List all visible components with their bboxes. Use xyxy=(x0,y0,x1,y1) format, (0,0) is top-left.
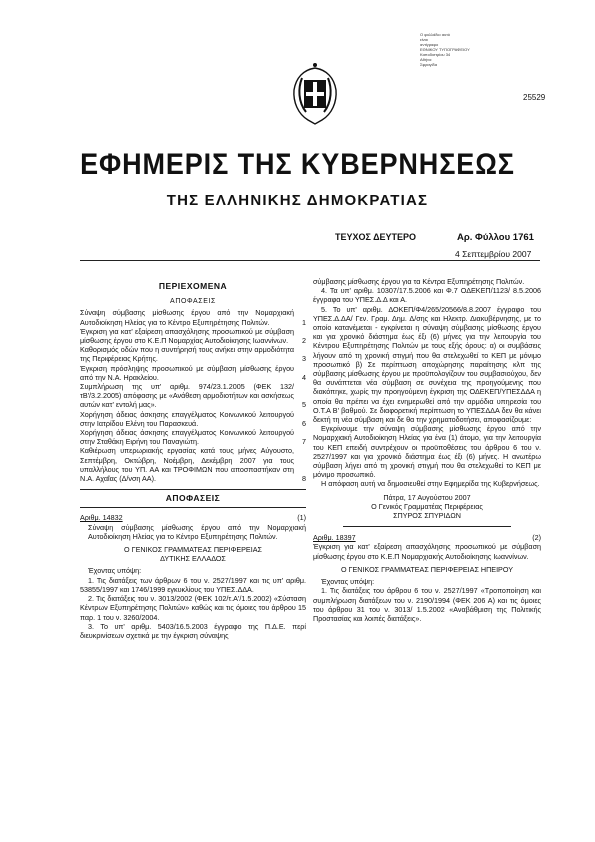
toc-item[interactable]: Σύναψη σύμβασης μίσθωσης έργου από την Νομαρχιακή Αυτοδιοίκηση Ηλείας για το Κέντρο Εξυπηρέτησης Πολιτών. 1 xyxy=(80,308,306,327)
decision-item: 1. Τις διατάξεις των άρθρων 6 του ν. 2527/1997 και τις υπ' αριθμ. 53855/1997 και 1746/1999 εγκυκλίους του ΥΠΕΣ.ΔΔΑ. xyxy=(80,575,306,594)
gazette-title: ΕΦΗΜΕΡΙΣ ΤΗΣ ΚΥΒΕΡΝΗΣΕΩΣ xyxy=(80,148,515,181)
decision-number: (1) xyxy=(297,513,306,523)
stamp-line: Σφραγίδα xyxy=(420,62,438,67)
issue-date: 4 Σεπτεμβρίου 2007 xyxy=(455,249,532,259)
decision-item: 1. Τις διατάξεις του άρθρου 6 του ν. 2527/1997 «Τροποποίηση και συμπλήρωση διατάξεων του ν. 2190/1994 (ΦΕΚ 206 Α) και τις όμοιες του άρθρου 31 του ν. 3013/ 1.5.2002 «Αναβάθμιση της Πολιτικής Προστασίας και λοιπές διατάξεις». xyxy=(313,586,541,623)
having-regard: Έχοντας υπόψη: xyxy=(321,577,375,587)
divider xyxy=(343,526,511,527)
toc-item[interactable]: Καθορισμός οδών που η συντήρησή τους ανήκει στην αρμοδιότητα της Περιφέρειας Κρήτης. 3 xyxy=(80,345,306,364)
stamp-line: Αθήνα xyxy=(420,57,432,62)
right-column xyxy=(313,277,541,623)
gazette-subtitle: ΤΗΣ ΕΛΛΗΝΙΚΗΣ ΔΗΜΟΚΡΑΤΙΑΣ xyxy=(166,192,429,209)
sheet-label: Αρ. Φύλλου xyxy=(457,232,513,243)
toc-item[interactable]: Έγκριση για κατ' εξαίρεση απασχόλησης προσωπικού με σύμβαση μίσθωσης έργου στο Κ.Ε.Π Νομαρχίας Αυτοδιοίκησης Ιωαννίνων. 2 xyxy=(80,326,306,346)
continuation-text: σύμβασης μίσθωσης έργου για τα Κέντρα Εξυπηρέτησης Πολιτών. xyxy=(313,277,525,286)
toc-item[interactable]: Συμπλήρωση της υπ' αριθμ. 974/23.1.2005 (ΦΕΚ 132/ τΒ'/3.2.2005) απόφασης με «Ανάθεση αρμοδιοτήτων και ασκήσεως αυτών κατ' εντολή μας». 5 xyxy=(80,382,306,410)
sheet-number-value: 1761 xyxy=(512,232,534,243)
signer-name: ΣΠΥΡΟΣ ΣΠΥΡΙΔΩΝ xyxy=(393,511,461,521)
decision-subject: Σύναψη σύμβασης μίσθωσης έργου από την Νομαρχιακή Αυτοδιοίκηση Ηλείας για το Κέντρο Εξυπηρέτησης Πολιτών. xyxy=(88,522,306,541)
signer-title: Ο Γενικός Γραμματέας Περιφέρειας xyxy=(371,501,483,511)
decision-header xyxy=(313,533,541,542)
decision-item: 2. Τις διατάξεις του ν. 3013/2002 (ΦΕΚ 102/τ.Α'/1.5.2002) «Σύσταση Κέντρων Εξυπηρέτησης Πολιτών» καθώς και τις όμοιες του άρθρου 15 παρ. 1 του ν. 3260/2004. xyxy=(80,594,306,622)
decision-item: 3. Το υπ' αριθμ. 5403/16.5.2003 έγγραφο της Π.Δ.Ε. περί διευκρινίσεων σχετικά με την έγκριση σύναψης xyxy=(80,621,306,640)
decision-ref: Αριθμ. 14832 xyxy=(80,513,123,523)
toc-item[interactable]: Χορήγηση άδειας άσκησης επαγγέλματος Κοινωνικού λειτουργού στην Ιατρίδου Ελένη του Παρασκευά. 6 xyxy=(80,409,306,428)
sheet-number xyxy=(457,232,534,243)
toc-item[interactable]: Έγκριση πρόσληψης προσωπικού με σύμβαση μίσθωσης έργου από την Ν.Α. Ηρακλείου. 4 xyxy=(80,363,306,382)
decision-ref: Αριθμ. 18397 xyxy=(313,533,356,543)
decision-item: 5. Το υπ' αριθμ. ΔΟΚΕΠ/Φ4/265/20566/8.8.2007 έγγραφο του ΥΠΕΣ.Δ.ΔΑ/ Γεν. Γραμ. Δημ. Δ/σης και Ηλεκτρ. Διακυβέρνησης, με το οποίο κατανέμεται - εγκρίνεται η σύναψη σύμβασης μίσθωσης έργου και για χρονικό διάστημα έως έξι (6) μήνες για την λειτουργία του Κέντρου Εξυπηρέτησης Πολιτών με τους εξής όρους: α) οι συμβάσεις λήγουν από τη χρονική στιγμή που θα στελεχωθεί το ΚΕΠ με μόνιμο προσωπικό β) Σε περίπτωση αποχώρησης παραίτησης κλπ της σύμβασης μίσθωσης έργου με προϋπολογίζουν του συμβασιούχου, δεν θα συνάπτεται νέα σύμβαση σε συνέχεια της προηγούμενης που διακόπηκε, χωρίς την προηγούμενη έγκριση της ΟΔΕΚΕΠ/ΥΠΕΣΔΔΑ η οποία θα πρέπει να έχει ενημερωθεί από την αρμόδια υπηρεσία του Ο.Τ.Α Β' βαθμού. Σε διαφορετική περίπτωση το ΥΠΕΣΔΔΑ δεν θα κάνει δεκτή τη νέα σύμβαση και δε θα την χρηματοδοτήσει, αποφασίζουμε: xyxy=(313,304,541,425)
section-title: ΑΠΟΦΑΣΕΙΣ xyxy=(165,493,221,504)
decision-item: 4. Τα υπ' αριθμ. 10307/17.5.2006 και Φ.7 ΟΔΕΚΕΠ/1123/ 8.5.2006 έγγραφα του ΥΠΕΣ.Δ.Δ και Α. xyxy=(313,286,541,305)
publication-text: Η απόφαση αυτή να δημοσιευθεί στην Εφημερίδα της Κυβερνήσεως. xyxy=(321,479,540,489)
stamp-line: Ο φυλλάδιο αυτό xyxy=(420,32,451,37)
approval-text: Εγκρίνουμε την σύναψη σύμβασης μίσθωσης έργου από την Νομαρχιακή Αυτοδιοίκηση Ηλείας για ένα (1) άτομο, για την λειτουργία του ΚΕΠ επειδή συντρέχουν οι προϋποθέσεις του άρθρου 6 του ν. 2527/1997 και για χρονικό διάστημα έως έξι (6) μήνες. Η ανωτέρω σύμβαση λήγει από τη χρονική στιγμή που θα στελεχωθεί το ΚΕΠ με μόνιμο προσωπικό. xyxy=(313,424,541,480)
stamp-line: είναι xyxy=(420,37,428,42)
table-of-contents xyxy=(80,308,306,483)
decision-authority: Ο ΓΕΝΙΚΟΣ ΓΡΑΜΜΑΤΕΑΣ ΠΕΡΙΦΕΡΕΙΑΣ xyxy=(124,545,262,555)
issue-label: ΤΕΥΧΟΣ ΔΕΥΤΕΡΟ xyxy=(335,232,417,242)
toc-item[interactable]: Καθιέρωση υπερωριακής εργασίας κατά τους μήνες Αύγουστο, Σεπτέμβρη, Οκτώβρη, Νοέμβρη, Δεκέμβρη 2007 για τους υπαλλήλους του ΥΠ. ΑΑ και ΤΡΟΦΙΜΩΝ που αποσπαστήκαν στη Ν.Α. Αχαΐας (Δ/νση ΑΑ). 8 xyxy=(80,446,306,484)
divider xyxy=(80,489,306,490)
place-date: Πάτρα, 17 Αυγούστου 2007 xyxy=(383,492,471,502)
header-divider xyxy=(80,260,540,261)
publisher-stamp xyxy=(420,32,490,67)
stamp-line: αντίγραφο xyxy=(420,42,439,47)
decision-header xyxy=(80,513,306,522)
page-number: 25529 xyxy=(523,93,546,102)
contents-heading: ΠΕΡΙΕΧΟΜΕΝΑ xyxy=(158,281,228,291)
greek-coat-of-arms-icon xyxy=(288,60,342,128)
decisions-subheading: ΑΠΟΦΑΣΕΙΣ xyxy=(170,298,216,306)
stamp-line: Καποδιστρίου 34 xyxy=(420,52,451,57)
decision-subject: Έγκριση για κατ' εξαίρεση απασχόλησης προσωπικού με σύμβαση μίσθωσης έργου στο Κ.Ε.Π Νομαρχιακής Αυτοδιοίκησης Ιωαννίνων. xyxy=(313,542,541,561)
stamp-line: ΕΘΝΙΚΟΥ ΤΥΠΟΓΡΑΦΕΙΟΥ xyxy=(420,47,470,52)
left-column xyxy=(80,282,306,640)
decision-region: ΔΥΤΙΚΗΣ ΕΛΛΑΔΟΣ xyxy=(160,554,226,564)
toc-item[interactable]: Χορήγηση άδειας άσκησης επαγγέλματος Κοινωνικού λειτουργού στην Σταθάκη Ειρήνη του Παναγιώτη. 7 xyxy=(80,428,306,447)
decision-number: (2) xyxy=(532,533,541,543)
divider xyxy=(80,507,306,508)
having-regard: Έχοντας υπόψη: xyxy=(88,566,142,576)
decision-authority: Ο ΓΕΝΙΚΟΣ ΓΡΑΜΜΑΤΕΑΣ ΠΕΡΙΦΕΡΕΙΑΣ ΗΠΕΙΡΟΥ xyxy=(340,564,514,574)
